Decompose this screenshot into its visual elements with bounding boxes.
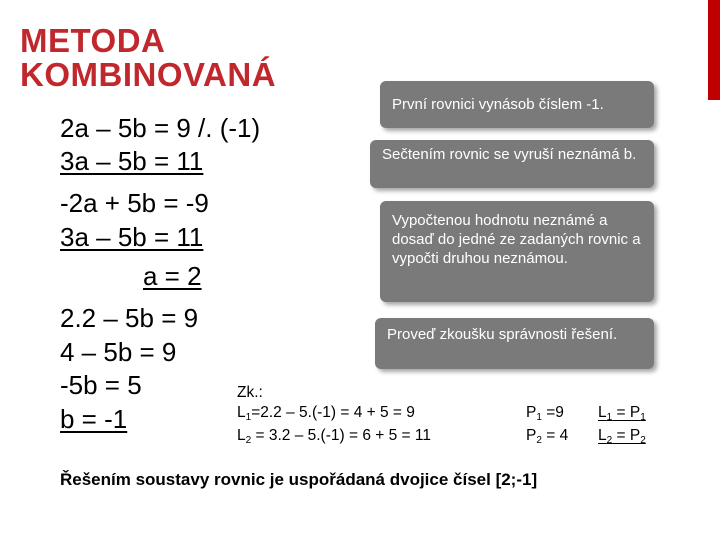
- slide-title: [20, 24, 276, 92]
- equation-8: -5b = 5: [60, 370, 142, 400]
- hint-box-2: [370, 140, 654, 188]
- equation-3: -2a + 5b = -9: [60, 188, 209, 218]
- hint-box-1: [380, 81, 654, 128]
- check-equal-1: $L_1 = P_1$: [598, 404, 646, 423]
- equation-7: 4 – 5b = 9: [60, 337, 177, 367]
- check-right-2: $P_2 = 4$: [526, 427, 569, 446]
- check-label: Zk.:: [237, 384, 263, 401]
- title-line-1: METODA: [20, 22, 166, 59]
- title-line-2: KOMBINOVANÁ: [20, 56, 277, 93]
- check-equal-2: $L_2 = P_2$: [598, 427, 646, 446]
- hint-box-3: [380, 201, 654, 302]
- equation-result-a: a = 2: [143, 261, 202, 291]
- equation-result-b: b = -1: [60, 404, 128, 434]
- accent-bar: [708, 0, 720, 100]
- equation-1: 2a – 5b = 9 /. (-1): [60, 113, 261, 143]
- conclusion-text: Řešením soustavy rovnic je uspořádaná dvojice čísel [2;-1]: [60, 470, 538, 489]
- hint-text-1: První rovnici vynásob číslem -1.: [392, 96, 604, 113]
- equation-4: 3a – 5b = 11: [60, 222, 204, 252]
- check-right-1: $P_1 =9$: [526, 404, 564, 423]
- check-left-2: $L_2 = 3.2 - 5.(-1) = 6 + 5 = 11$: [237, 427, 431, 446]
- hint-box-4: [375, 318, 654, 369]
- check-left-1: $L_1=2.2 - 5.(-1) = 4 + 5 = 9$: [237, 404, 415, 423]
- hint-text-4: Proveď zkoušku správnosti řešení.: [387, 326, 618, 343]
- hint-text-3: Vypočtenou hodnotu neznámé a dosaď do jedné ze zadaných rovnic a vypočti druhou neznámou.: [392, 212, 641, 267]
- equation-2: 3a – 5b = 11: [60, 146, 204, 176]
- hint-text-2: Sečtením rovnic se vyruší neznámá b.: [382, 146, 637, 163]
- equation-6: 2.2 – 5b = 9: [60, 303, 199, 333]
